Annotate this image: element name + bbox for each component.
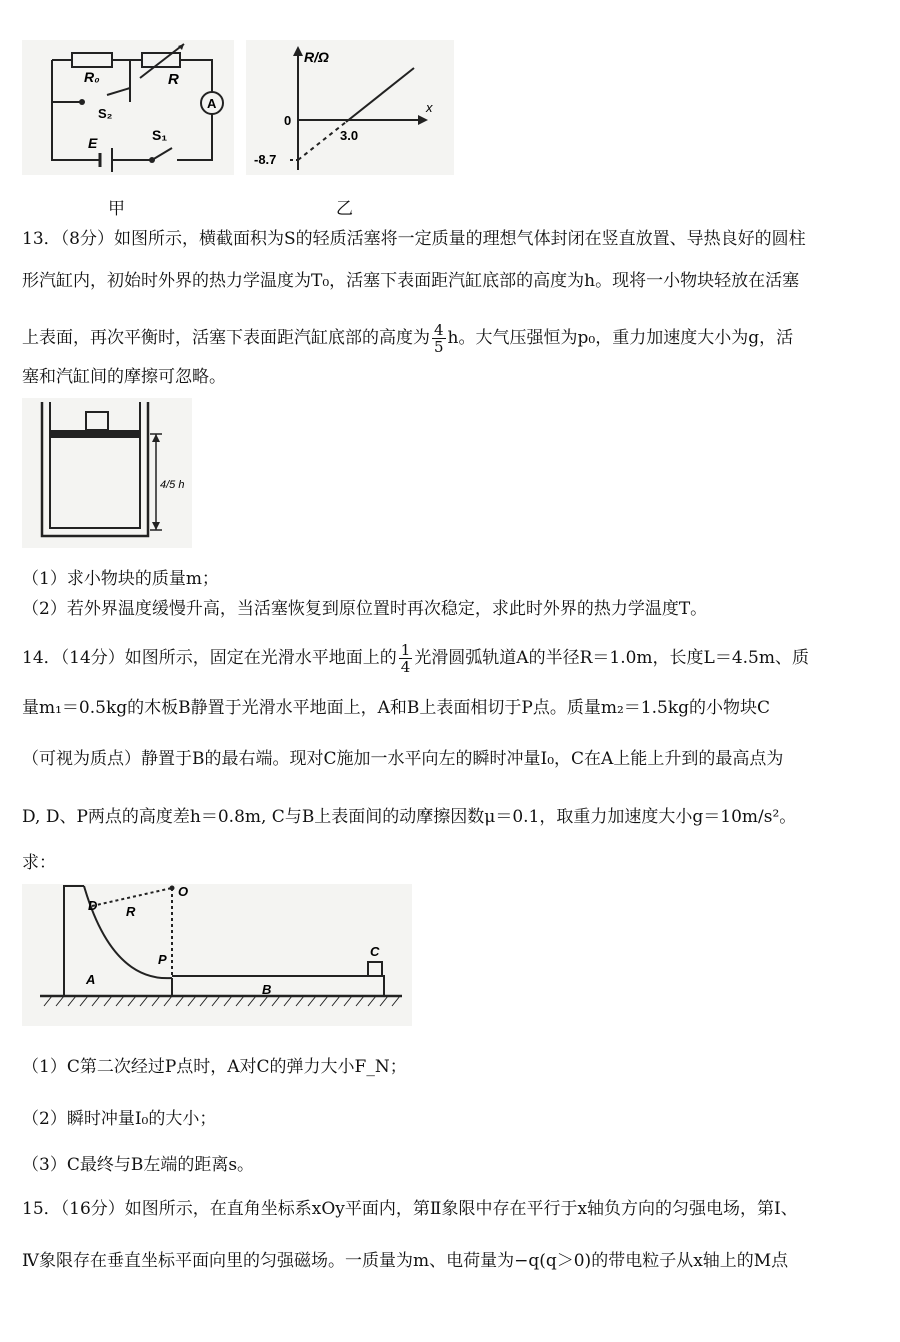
label-C: C (370, 944, 380, 959)
cylinder-figure (22, 398, 192, 548)
label-R0: R₀ (84, 69, 100, 85)
origin-label: 0 (284, 113, 292, 128)
caption-right: 乙 (336, 199, 353, 219)
q13-line3-pre: 上表面，再次平衡时，活塞下表面距汽缸底部的高度为 (22, 328, 430, 348)
q14-sub3: （3）C最终与B左端的距离s。 (22, 1155, 255, 1175)
y-intercept-label: -8.7 (254, 152, 277, 167)
r-x-graph (246, 40, 454, 175)
circuit-figure (22, 40, 234, 175)
q13-sub2: （2）若外界温度缓慢升高，当活塞恢复到原位置时再次稳定，求此时外界的热力学温度T。 (22, 599, 708, 619)
track-diagram (22, 884, 412, 1026)
x-axis-label: x (426, 100, 433, 115)
fraction-1-4: $\frac{1}{4}$ (400, 641, 411, 676)
q14-line1 (22, 642, 809, 675)
q13-sub1: （1）求小物块的质量m； (22, 569, 219, 589)
q14-sub1: （1）C第二次经过P点时，A对C的弹力大小F_N； (22, 1057, 407, 1077)
q14-line1-post: 光滑圆弧轨道A的半径R＝1.0m，长度L＝4.5m、质 (414, 648, 809, 668)
q13-line1: 13．（8分）如图所示，横截面积为S的轻质活塞将一定质量的理想气体封闭在竖直放置、导热良好的圆柱 (22, 229, 806, 249)
label-R: R (168, 71, 179, 88)
y-axis-label: R/Ω (304, 49, 329, 65)
x-intercept-label: 3.0 (340, 128, 359, 143)
q14-line3: （可视为质点）静置于B的最右端。现对C施加一水平向左的瞬时冲量I₀，C在A上能上升到的最高点为 (22, 749, 784, 769)
label-S1: S₁ (152, 127, 168, 143)
fraction-4-5: $\frac{4}{5}$ (434, 321, 444, 356)
height-label: 4/5 h (160, 479, 185, 491)
q14-line1-pre: 14．（14分）如图所示，固定在光滑水平地面上的 (22, 648, 397, 668)
label-E: E (88, 135, 98, 151)
label-ammeter: A (207, 96, 217, 111)
label-S2: S₂ (98, 106, 113, 121)
label-O: O (178, 884, 189, 899)
label-P: P (158, 952, 167, 967)
caption-left: 甲 (108, 199, 125, 219)
label-D: D (88, 898, 98, 913)
q14-line5: 求： (22, 853, 56, 873)
q15-line2: Ⅳ象限存在垂直坐标平面向里的匀强磁场。一质量为m、电荷量为−q(q＞0)的带电粒子从x轴上的M点 (22, 1251, 789, 1271)
cylinder-diagram (22, 398, 192, 548)
label-A: A (86, 972, 96, 987)
q13-line2: 形汽缸内，初始时外界的热力学温度为T₀，活塞下表面距汽缸底部的高度为h。现将一小物块轻放在活塞 (22, 271, 800, 291)
track-figure (22, 884, 412, 1026)
q15-line1: 15．（16分）如图所示，在直角坐标系xOy平面内，第Ⅱ象限中存在平行于x轴负方向的匀强电场，第Ⅰ、 (22, 1199, 798, 1219)
q13-line3-post: h。大气压强恒为p₀，重力加速度大小为g，活 (447, 328, 794, 348)
q13-line3 (22, 322, 793, 355)
label-R: R (126, 904, 136, 919)
circuit-diagram (22, 40, 234, 175)
q14-sub2: （2）瞬时冲量I₀的大小； (22, 1109, 217, 1129)
q14-line2: 量m₁＝0.5kg的木板B静置于光滑水平地面上，A和B上表面相切于P点。质量m₂＝1.5kg的小物块C (22, 698, 771, 718)
q13-line4: 塞和汽缸间的摩擦可忽略。 (22, 367, 226, 387)
label-B: B (262, 982, 272, 997)
graph-figure (246, 40, 454, 175)
q14-line4: D, D、P两点的高度差h＝0.8m, C与B上表面间的动摩擦因数μ＝0.1，取重力加速度大小g＝10m/s²。 (22, 807, 797, 827)
